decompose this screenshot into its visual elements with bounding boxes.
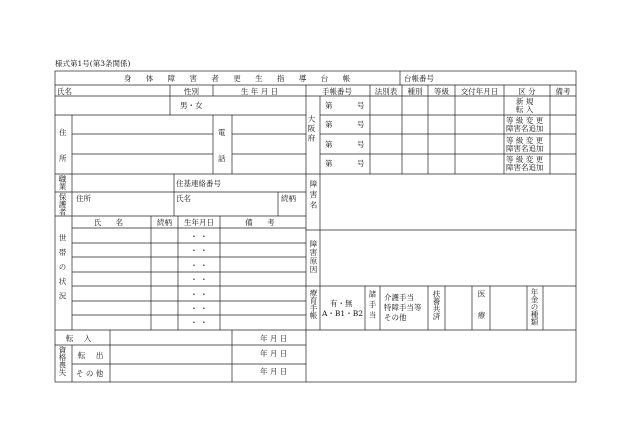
go-4: 号 (357, 159, 365, 168)
disability-add-3: 障害名追加 (506, 163, 544, 172)
hh-relation-header: 続柄 (157, 218, 172, 227)
ari-nashi: 有・無 (330, 299, 353, 308)
type-label: 種別 (407, 87, 423, 96)
dob-dots-7: ・ ・ (190, 318, 208, 327)
sonota-date: 年 月 日 (260, 367, 288, 376)
address-label-1: 住 (59, 128, 67, 137)
grade-label: 等級 (434, 87, 449, 96)
osaka-label: 大阪府 (307, 115, 316, 144)
disability-cause-label: 障害原因 (309, 240, 318, 274)
kubun-new: 新 規 (516, 97, 534, 106)
disability-name-label: 障害名 (309, 180, 318, 212)
phone-label-2: 話 (218, 154, 226, 163)
teate-other: その他 (384, 313, 407, 322)
hh-remarks-header: 備 考 (245, 218, 281, 227)
law-table-label: 法別表 (374, 87, 398, 96)
guardian-label: 保護者 (58, 193, 67, 216)
sonota-label: そ の 他 (76, 369, 104, 378)
grade-change-3: 等 級 変 更 (506, 155, 544, 164)
dai-3: 第 (325, 140, 333, 149)
ledger-number-label: 台帳番号 (404, 74, 434, 83)
grade-change-1: 等 級 変 更 (506, 116, 544, 125)
teate-kaigo: 介護手当 (384, 293, 414, 302)
disability-add-2: 障害名追加 (506, 144, 544, 153)
go-2: 号 (357, 120, 365, 129)
go-3: 号 (357, 140, 365, 149)
dob-dots-3: ・ ・ (190, 261, 208, 270)
grade-change-2: 等 級 変 更 (506, 136, 544, 145)
sex-value: 男・女 (180, 101, 203, 110)
basic-no-label: 住基連絡番号 (176, 179, 221, 188)
kubun-transfer: 転 入 (516, 105, 534, 114)
notebook-no-label: 手帳番号 (322, 87, 352, 96)
category-label: 区 分 (518, 87, 536, 96)
disability-add-1: 障害名追加 (506, 124, 544, 133)
form-title: 身 体 障 害 者 更 生 指 導 台 帳 (123, 74, 357, 83)
hh-dob-header: 生年月日 (184, 218, 214, 227)
dob-dots-2: ・ ・ (190, 246, 208, 255)
tennyu-date: 年 月 日 (260, 334, 288, 343)
remarks-label: 備考 (555, 87, 571, 96)
nenkin-label: 年金の種類 (530, 288, 539, 326)
dob-dots-6: ・ ・ (190, 304, 208, 313)
household-label: 世帯の状況 (58, 234, 67, 307)
sex-label: 性別 (184, 87, 199, 96)
iryo-label: 医療 (477, 290, 486, 333)
dob-dots-4: ・ ・ (190, 275, 208, 284)
grade-a-b: A・B1・B2 (322, 309, 363, 318)
dai-1: 第 (325, 101, 333, 110)
fuyo-label: 扶養共済 (432, 290, 441, 320)
name-label: 氏名 (57, 87, 72, 96)
form-label: 様式第1号(第3条関係) (55, 59, 131, 68)
tenshutsu-date: 年 月 日 (260, 349, 288, 358)
teate-label: 諸手当 (368, 290, 377, 322)
issue-date-label: 交付年月日 (460, 87, 499, 96)
ryoiku-label: 療育手帳 (309, 289, 318, 319)
tenshutsu-label: 転 出 (78, 351, 108, 360)
teate-tokusho: 特障手当等 (384, 303, 422, 312)
guardian-name-label: 氏名 (176, 194, 191, 203)
dob-label: 生 年 月 日 (240, 87, 279, 96)
phone-label-1: 電 (218, 128, 226, 137)
shikaku-label: 資格喪失 (58, 346, 67, 376)
address-label-2: 所 (59, 154, 67, 163)
dai-2: 第 (325, 120, 333, 129)
guardian-address-label: 住所 (76, 194, 91, 203)
dob-dots-1: ・ ・ (190, 232, 208, 241)
tennyu-label: 転 入 (66, 334, 96, 343)
guardian-relation-label: 続柄 (281, 194, 296, 203)
dob-dots-5: ・ ・ (190, 290, 208, 299)
hh-name-header: 氏 名 (93, 218, 130, 227)
dai-4: 第 (325, 159, 333, 168)
occupation-label: 職業 (58, 175, 67, 190)
go-1: 号 (357, 101, 365, 110)
